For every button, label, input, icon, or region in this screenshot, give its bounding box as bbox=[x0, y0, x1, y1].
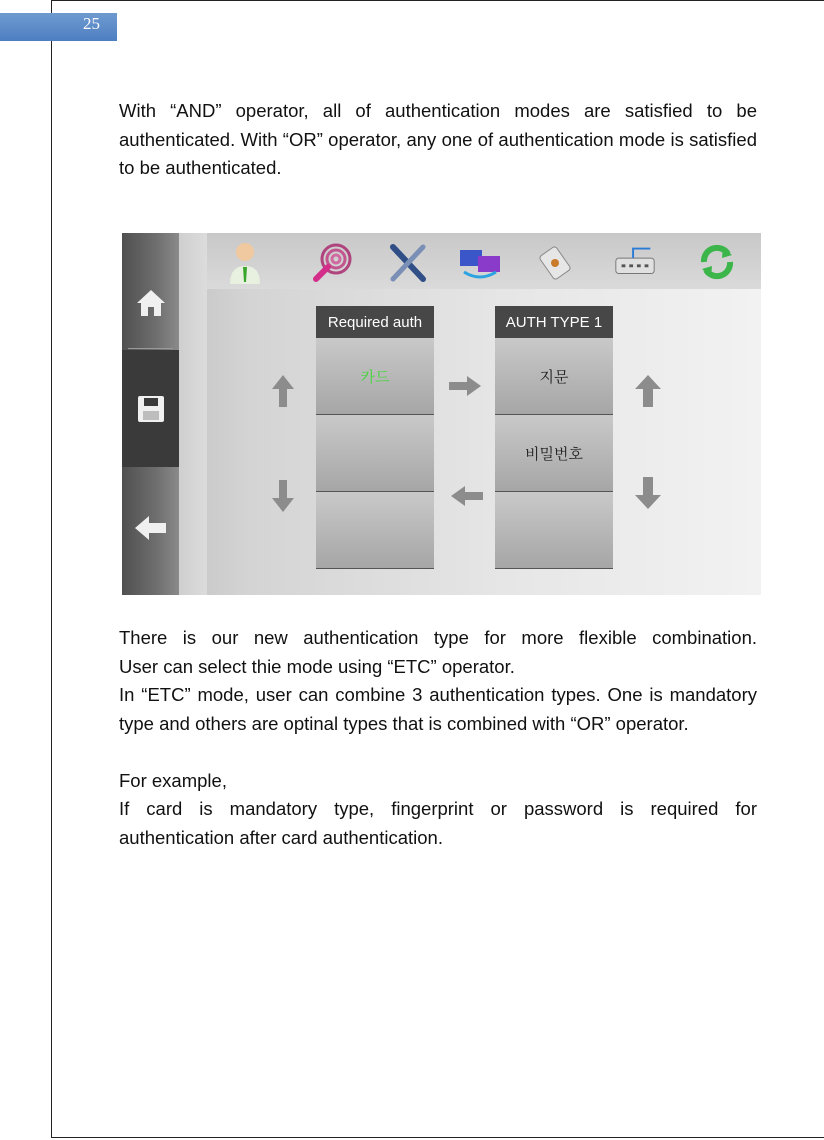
refresh-button[interactable] bbox=[694, 239, 740, 285]
left-move-down-button[interactable] bbox=[270, 478, 296, 514]
fingerprint-button[interactable] bbox=[310, 239, 356, 285]
usb-button[interactable] bbox=[532, 239, 578, 285]
network-button[interactable] bbox=[457, 239, 503, 285]
body-paragraph: There is our new authentication type for more flexible combination. bbox=[119, 627, 757, 648]
terminal-block-button[interactable] bbox=[612, 239, 658, 285]
intro-paragraph bbox=[119, 97, 757, 183]
home-icon bbox=[134, 286, 168, 320]
page-frame-left bbox=[51, 0, 52, 1138]
body-paragraph: If card is mandatory type, fingerprint or password is required for authentication after card authentication. bbox=[119, 798, 757, 848]
user-button[interactable] bbox=[222, 239, 268, 285]
arrow-down-icon bbox=[633, 475, 663, 511]
move-left-button[interactable] bbox=[449, 484, 485, 508]
right-move-up-button[interactable] bbox=[633, 373, 663, 409]
back-button[interactable] bbox=[122, 473, 179, 583]
move-right-button[interactable] bbox=[447, 374, 483, 398]
page-frame-top bbox=[51, 0, 824, 1]
auth-type-item[interactable] bbox=[495, 492, 613, 569]
user-icon bbox=[225, 240, 265, 284]
page-number: 25 bbox=[83, 14, 100, 33]
network-icon bbox=[458, 242, 502, 282]
arrow-down-icon bbox=[270, 478, 296, 514]
terminal-block-icon bbox=[612, 242, 658, 282]
page-frame-bottom bbox=[51, 1137, 824, 1138]
required-auth-item[interactable] bbox=[316, 415, 434, 492]
body-paragraph: User can select thie mode using “ETC” operator. bbox=[119, 655, 515, 677]
required-auth-item[interactable] bbox=[316, 492, 434, 569]
auth-type-item[interactable]: 비밀번호 bbox=[495, 415, 613, 492]
arrow-left-icon bbox=[449, 484, 485, 508]
right-move-down-button[interactable] bbox=[633, 475, 663, 511]
left-move-up-button[interactable] bbox=[270, 373, 296, 409]
save-icon bbox=[135, 393, 167, 425]
arrow-up-icon bbox=[633, 373, 663, 409]
sidebar-divider bbox=[128, 348, 173, 349]
fingerprint-icon bbox=[312, 241, 354, 283]
tools-icon bbox=[387, 241, 429, 283]
sidebar-shadow bbox=[179, 233, 207, 595]
body-paragraph: In “ETC” mode, user can combine 3 authentication types. One is mandatory type and others are optinal types that is combined with “OR” operator. bbox=[119, 684, 757, 734]
required-auth-header: Required auth bbox=[316, 306, 434, 338]
auth-type-item[interactable]: 지문 bbox=[495, 338, 613, 415]
tools-button[interactable] bbox=[385, 239, 431, 285]
arrow-right-icon bbox=[447, 374, 483, 398]
arrow-up-icon bbox=[270, 373, 296, 409]
device-screenshot bbox=[122, 233, 761, 595]
body-text bbox=[119, 624, 757, 852]
usb-icon bbox=[535, 241, 575, 283]
body-paragraph: For example, bbox=[119, 769, 227, 791]
refresh-icon bbox=[696, 241, 738, 283]
auth-type-header: AUTH TYPE 1 bbox=[495, 306, 613, 338]
intro-text: With “AND” operator, all of authentication modes are satisfied to be authenticated. With “OR” operator, any one of authentication mode is satisfied to be authenticated. bbox=[119, 100, 757, 178]
home-button[interactable] bbox=[122, 263, 179, 343]
back-icon bbox=[133, 513, 169, 543]
save-button[interactable] bbox=[122, 350, 179, 467]
required-auth-item[interactable]: 카드 bbox=[316, 338, 434, 415]
